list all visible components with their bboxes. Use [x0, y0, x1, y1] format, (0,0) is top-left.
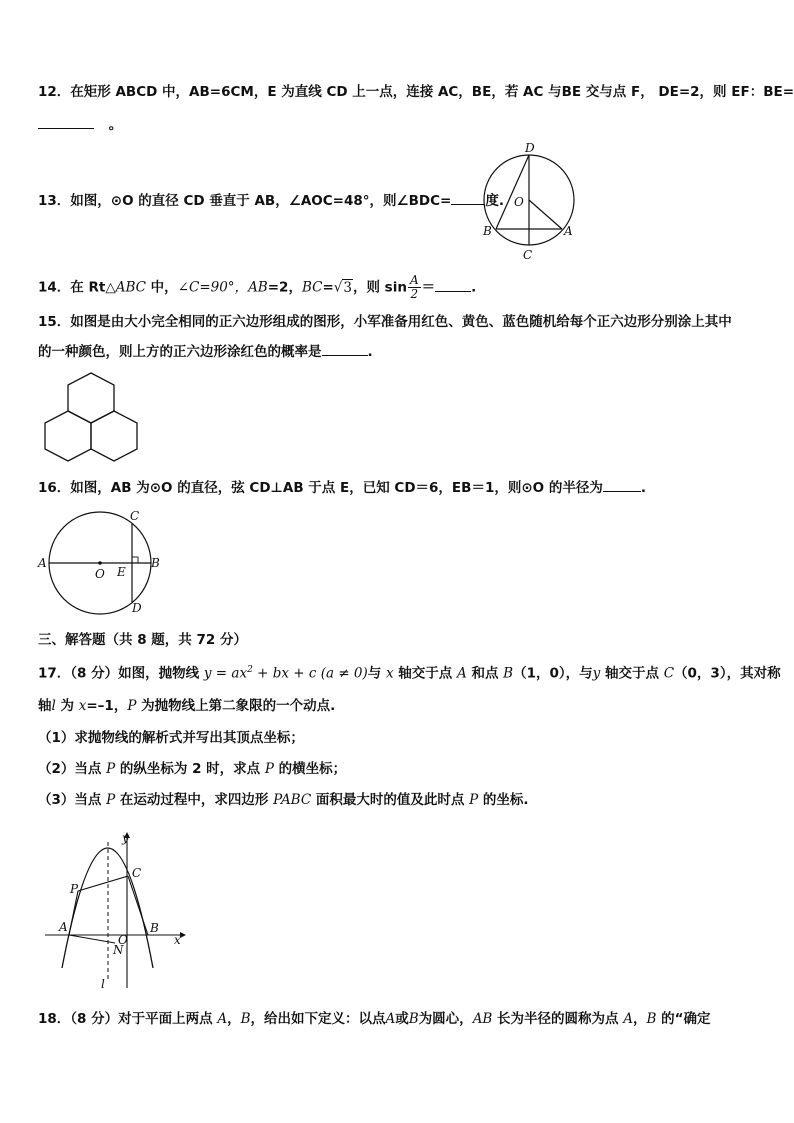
q13-text: 13．如图，⊙O 的直径 CD 垂直于 AB，∠AOC=48°，则∠BDC= 度. — [38, 193, 504, 209]
q13-circle-figure — [476, 140, 586, 262]
answer-blank[interactable] — [435, 279, 471, 292]
q17-sub3: （3）当点 P 在运动过程中，求四边形 PABC 面积最大时的值及此时点 P 的坐标. — [38, 792, 529, 808]
label-x: x — [174, 933, 181, 947]
q12-line1: 12．在矩形 ABCD 中，AB=6CM，E 为直线 CD 上一点，连接 AC，BE，若 AC 与BE 交与点 F， DE=2，则 EF：BE= — [38, 84, 794, 100]
q17-parabola-figure — [40, 828, 190, 993]
q17-sub1: （1）求抛物线的解析式并写出其顶点坐标； — [38, 730, 304, 746]
q14-text: 14．在 Rt△ABC 中，∠C=90°，AB=2，BC=√3，则 sin $\frac{A}{2}$ ＝ . — [38, 273, 477, 301]
label-o: O — [95, 567, 105, 581]
label-a: A — [564, 224, 573, 238]
q17-line2: 轴l 为 x=–1，P 为抛物线上第二象限的一个动点. — [38, 698, 336, 714]
right-angle-mark — [132, 557, 138, 563]
label-d: D — [525, 141, 535, 155]
label-o: O — [514, 195, 524, 209]
q15-line2: 的一种颜色，则上方的正六边形涂红色的概率是 . — [38, 344, 373, 360]
fraction-a-over-2: $\frac{A}{2}$ — [409, 273, 419, 301]
label-b: B — [150, 921, 159, 935]
label-c: C — [523, 248, 533, 262]
label-y: y — [122, 831, 129, 845]
q16-circle-figure — [36, 508, 164, 618]
label-a: A — [59, 920, 68, 934]
segment-oa — [529, 200, 562, 229]
center-dot — [98, 561, 102, 565]
segment-db — [496, 155, 529, 229]
answer-blank[interactable] — [38, 116, 94, 129]
label-e: E — [117, 565, 126, 579]
hexagon-bottom-left — [45, 411, 91, 461]
q17-line1: 17．（8 分）如图，抛物线 $y = ax^2$ + bx + c (a ≠ 0)与 x 轴交于点 A 和点 B（1，0），与y 轴交于点 C（0，3），其对称 — [38, 665, 781, 682]
sqrt-3: √3 — [333, 279, 352, 296]
label-c: C — [132, 866, 142, 880]
section-heading: 三、解答题（共 8 题，共 72 分） — [38, 632, 247, 648]
segment-pa — [69, 891, 78, 935]
segment-pc — [78, 876, 128, 891]
x-axis-arrow — [180, 932, 186, 938]
q15-line1: 15．如图是由大小完全相同的正六边形组成的图形，小军准备用红色、黄色、蓝色随机给每个正六边形分别涂上其中 — [38, 314, 732, 330]
q18-text: 18．（8 分）对于平面上两点 A，B，给出如下定义：以点A或B为圆心，AB 长为半径的圆称为点 A，B 的“确定 — [38, 1011, 711, 1027]
label-c: C — [130, 509, 140, 523]
q17-sub2: （2）当点 P 的纵坐标为 2 时，求点 P 的横坐标； — [38, 761, 347, 777]
answer-blank[interactable] — [322, 343, 368, 356]
q12-line2: 。 — [38, 116, 122, 134]
q15-hexagon-figure — [44, 370, 146, 470]
label-d: D — [132, 601, 142, 615]
q16-text: 16．如图，AB 为⊙O 的直径，弦 CD⊥AB 于点 E，已知 CD＝6，EB＝1，则⊙O 的半径为 . — [38, 480, 646, 496]
label-n: N — [113, 943, 124, 957]
label-a: A — [38, 556, 47, 570]
label-l: l — [101, 977, 105, 991]
label-p: P — [70, 882, 79, 896]
hexagon-top — [68, 373, 114, 423]
answer-blank[interactable] — [603, 479, 641, 492]
label-b: B — [151, 556, 160, 570]
label-o: O — [118, 933, 128, 947]
label-b: B — [483, 224, 492, 238]
segment-cb — [128, 876, 148, 935]
hexagon-bottom-right — [91, 411, 137, 461]
